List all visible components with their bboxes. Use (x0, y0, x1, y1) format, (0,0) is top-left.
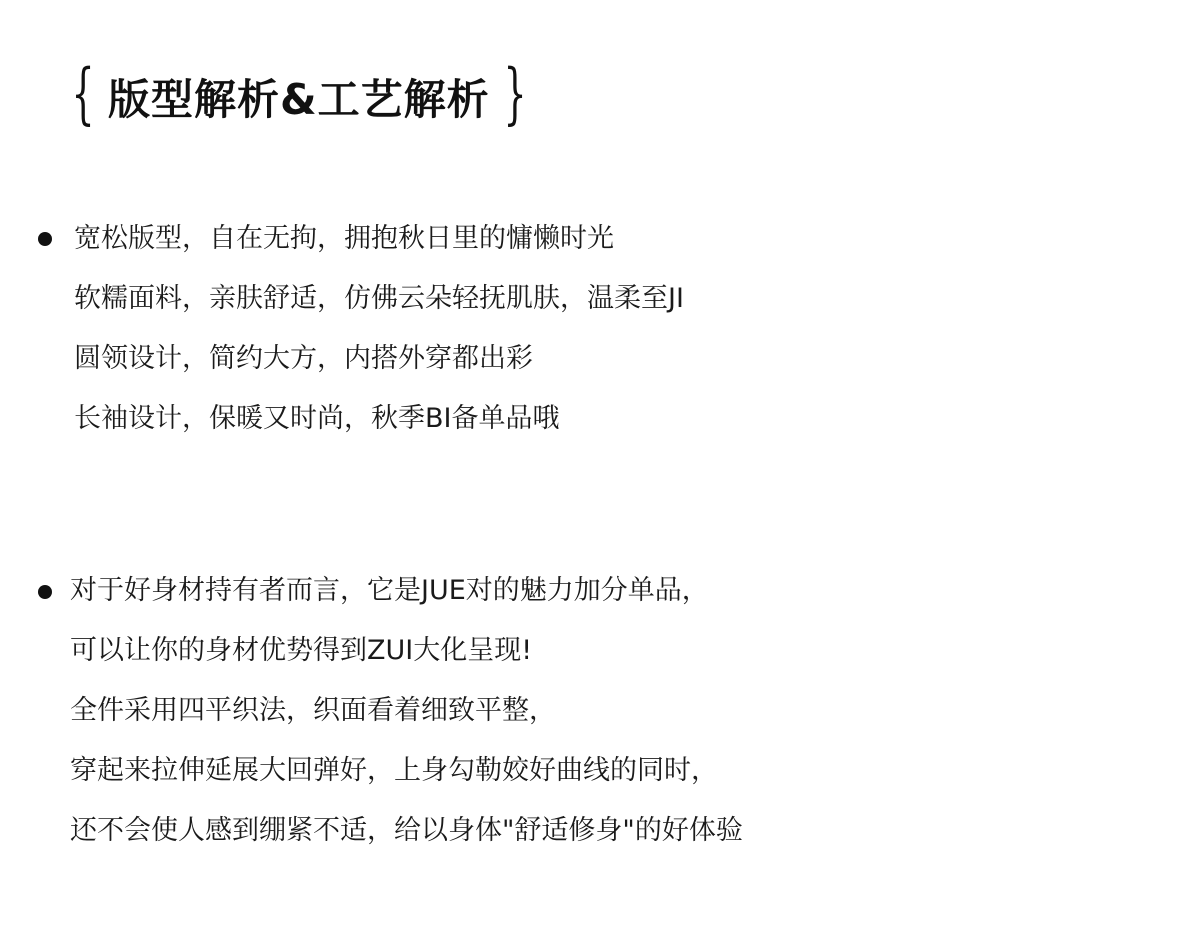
craft-line-3: 全件采用四平织法，织面看着细致平整， (70, 695, 556, 726)
section-heading (62, 55, 536, 132)
fit-line-1: 宽松版型，自在无拘，拥抱秋日里的慵懒时光 (74, 223, 614, 254)
fit-line-4: 长袖设计，保暖又时尚，秋季BI备单品哦 (74, 403, 560, 434)
craft-line-2: 可以让你的身材优势得到ZUI大化呈现! (70, 635, 533, 666)
bullet-dot (38, 585, 52, 599)
fit-line-3: 圆领设计，简约大方，内搭外穿都出彩 (74, 343, 533, 374)
craft-line-1: 对于好身材持有者而言，它是JUE对的魅力加分单品， (70, 575, 709, 606)
heading-title: 版型解析&工艺解析 (108, 75, 490, 124)
right-brace-ornament: } (503, 55, 527, 132)
craft-line-5: 还不会使人感到绷紧不适，给以身体"舒适修身"的好体验 (70, 815, 743, 846)
craft-line-4: 穿起来拉伸延展大回弹好，上身勾勒姣好曲线的同时， (70, 755, 718, 786)
left-brace-ornament: { (71, 55, 95, 132)
fit-line-2: 软糯面料，亲肤舒适，仿佛云朵轻抚肌肤，温柔至JI (74, 283, 684, 314)
bullet-dot (38, 232, 52, 246)
